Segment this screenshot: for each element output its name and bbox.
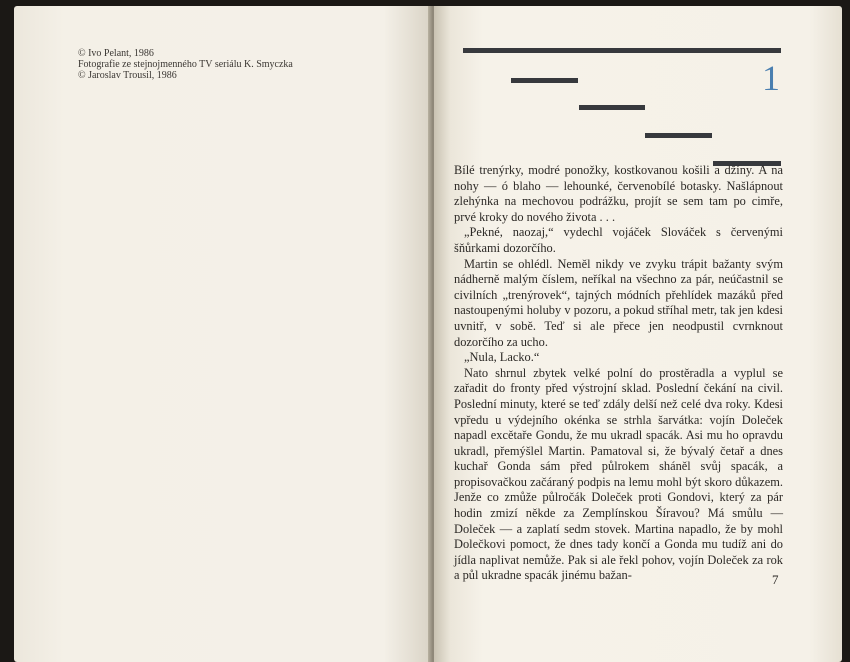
paragraph: Bílé trenýrky, modré ponožky, kostkovanou košili a džíny. A na nohy — ó blaho — lehounké, červenobílé botasky. Našlápnout zlehýnka na mechovou podrážku, projít se sem tam po cimře, prvé kroky do nového života . . . xyxy=(454,163,783,224)
ornament-rule-step-1 xyxy=(511,78,578,83)
copyright-line: © Ivo Pelant, 1986 xyxy=(78,48,154,59)
body-text xyxy=(454,163,783,584)
paragraph: „Pekné, naozaj,“ vydechl vojáček Slováček s červenými šňůrkami dozorčího. xyxy=(454,225,783,255)
ornament-rule-step-3 xyxy=(645,133,712,138)
page-number: 7 xyxy=(772,572,779,587)
left-page xyxy=(14,6,434,662)
ornament-rule-top xyxy=(463,48,781,53)
copyright-line: Fotografie ze stejnojmenného TV seriálu K. Smyczka xyxy=(78,59,293,70)
paragraph: Martin se ohlédl. Neměl nikdy ve zvyku trápit bažanty svým nádherně malým číslem, neříkal na všechno za pár, neúčastnil se civilních „trenýrovek“, tajných módních přehlídek mazáků před nastoupenými holuby v pozoru, a pokud stříhal metr, tak jen kdesi uvnitř, v sobě. Teď si ale přece jen neodpustil cvrnknout dozorčího za ucho. xyxy=(454,256,783,349)
chapter-number: 1 xyxy=(762,58,780,98)
copyright-line: © Jaroslav Trousil, 1986 xyxy=(78,70,177,81)
ornament-rule-step-2 xyxy=(579,105,645,110)
paragraph: „Nula, Lacko.“ xyxy=(464,350,540,365)
paragraph: Nato shrnul zbytek velké polní do prostěradla a vyplul se zařadit do fronty před výstrojní sklad. Poslední čekání na civil. Poslední minuty, které se teď zdály delší než celé dva roky. Kdesi vpředu u výdejního okénka se strhla šarvátka: vojín Doleček napadl excětaře Gondu, že mu ukradl spacák. Asi mu ho opravdu ukradl, přemýšlel Martin. Pamatoval si, že bývalý četař a dnes kuchař Gonda sám před půlrokem sháněl svůj spacák, a propisovačkou začáraný podpis na lemu mohl být skoro důkazem. Jenže co zmůže půlročák Doleček proti Gondovi, který za pár hodin zmizí někde za Zemplínskou Šíravou? Má smůlu — Doleček — a zaplatí sedm stovek. Martina napadlo, že by mohl Dolečkovi pomoct, že dnes tady končí a Gonda mu tudíž ani do jídla naplivat nemůže. Pak si ale řekl pohov, vojín Doleček za rok a půl ukradne spacák jinému bažan- xyxy=(454,365,783,583)
copyright-notice xyxy=(78,48,293,81)
